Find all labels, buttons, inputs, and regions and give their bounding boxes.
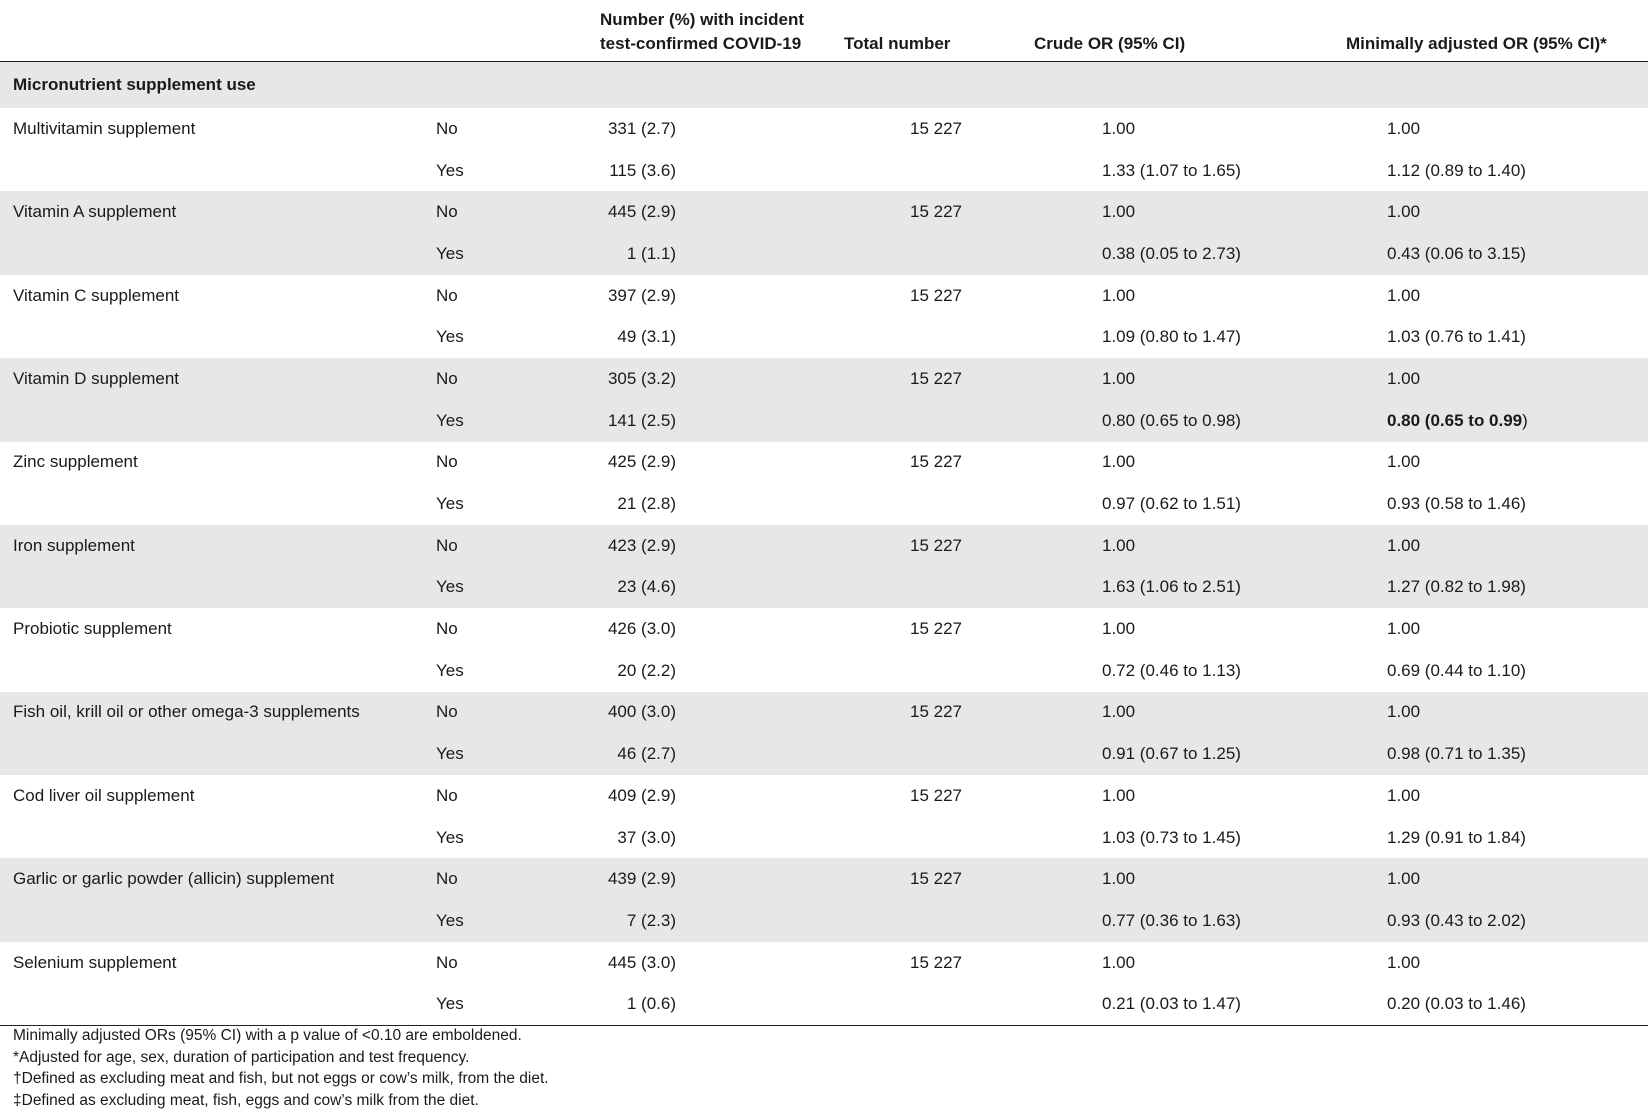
row-label: Probiotic supplement	[13, 619, 172, 639]
section-row	[0, 62, 1648, 109]
header-number-line2: test-confirmed COVID-19	[600, 34, 802, 53]
row-yes-label: Yes	[423, 233, 591, 275]
row-yes-label: Yes	[423, 400, 591, 442]
row-total: 15 227	[910, 619, 962, 639]
row-yes-number: 37 (3.0)	[617, 827, 676, 847]
header-number-line1: Number (%) with incident	[600, 10, 804, 29]
row-yes-crude-or: 0.80 (0.65 to 0.98)	[982, 400, 1309, 442]
row-label: Multivitamin supplement	[13, 118, 196, 138]
row-label-empty	[0, 983, 423, 1025]
row-total: 15 227	[822, 858, 982, 900]
row-no-crude-or: 1.00	[982, 692, 1309, 734]
row-no-crude-or: 1.00	[1102, 619, 1136, 639]
table-row	[0, 316, 1648, 358]
table-header	[0, 0, 1648, 62]
row-yes-label: Yes	[436, 327, 464, 347]
header-adjusted-or: Minimally adjusted OR (95% CI)*	[1309, 0, 1648, 62]
row-yes-crude-or: 0.38 (0.05 to 2.73)	[982, 233, 1309, 275]
row-label-empty	[0, 650, 423, 692]
row-label-empty	[0, 150, 423, 192]
row-no-adjusted-or: 1.00	[1387, 785, 1421, 805]
row-total-empty	[822, 983, 982, 1025]
header-crude-or: Crude OR (95% CI)	[982, 0, 1309, 62]
row-total-empty	[822, 150, 982, 192]
table-row	[0, 233, 1648, 275]
footnotes	[13, 1025, 549, 1111]
row-total-empty	[822, 733, 982, 775]
table-row	[0, 858, 1648, 900]
row-no-adjusted-or: 1.00	[1309, 692, 1648, 734]
header-label-cell	[0, 0, 423, 62]
row-label: Vitamin C supplement	[13, 285, 179, 305]
row-no-number: 423 (2.9)	[591, 525, 822, 567]
table-row	[0, 525, 1648, 567]
row-label-empty	[0, 233, 423, 275]
row-no-number: 425 (2.9)	[607, 452, 676, 472]
row-label: Garlic or garlic powder (allicin) supplement	[0, 858, 423, 900]
row-label: Vitamin D supplement	[0, 358, 423, 400]
row-total: 15 227	[910, 118, 962, 138]
row-total: 15 227	[822, 692, 982, 734]
row-yes-adjusted-or: 0.93 (0.58 to 1.46)	[1387, 494, 1526, 514]
row-label: Vitamin A supplement	[0, 191, 423, 233]
row-total: 15 227	[822, 525, 982, 567]
row-yes-adjusted-or: 0.69 (0.44 to 1.10)	[1387, 660, 1526, 680]
header-yn-cell	[423, 0, 591, 62]
row-label: Fish oil, krill oil or other omega-3 supplements	[0, 692, 423, 734]
table-row	[0, 400, 1648, 442]
row-no-label: No	[423, 858, 591, 900]
footnote: *Adjusted for age, sex, duration of participation and test frequency.	[13, 1048, 470, 1066]
row-label-empty	[0, 483, 423, 525]
row-no-crude-or: 1.00	[1102, 452, 1136, 472]
table-row	[0, 567, 1648, 609]
row-yes-number: 1 (0.6)	[591, 983, 822, 1025]
row-yes-label: Yes	[423, 567, 591, 609]
table-row	[0, 483, 1648, 525]
row-no-adjusted-or: 1.00	[1387, 285, 1421, 305]
row-total: 15 227	[910, 452, 962, 472]
table-row	[0, 191, 1648, 233]
row-yes-label: Yes	[436, 827, 464, 847]
footnote: Minimally adjusted ORs (95% CI) with a p value of <0.10 are emboldened.	[13, 1027, 522, 1044]
row-yes-label: Yes	[436, 160, 464, 180]
row-yes-crude-or: 1.09 (0.80 to 1.47)	[1102, 327, 1241, 347]
row-no-number: 409 (2.9)	[607, 785, 676, 805]
row-total-empty	[822, 316, 982, 358]
row-no-adjusted-or: 1.00	[1387, 452, 1421, 472]
footnote: ‡Defined as excluding meat, fish, eggs and cow’s milk from the diet.	[13, 1091, 479, 1109]
row-total-empty	[822, 400, 982, 442]
row-yes-number: 141 (2.5)	[591, 400, 822, 442]
table-row	[0, 692, 1648, 734]
row-no-label: No	[436, 118, 458, 138]
row-yes-adjusted-or: 1.29 (0.91 to 1.84)	[1387, 827, 1526, 847]
footnote: †Defined as excluding meat and fish, but not eggs or cow’s milk, from the diet.	[13, 1070, 549, 1087]
row-label: Selenium supplement	[13, 952, 177, 972]
row-yes-number: 115 (3.6)	[609, 160, 676, 180]
row-no-number: 426 (3.0)	[607, 619, 676, 639]
row-no-number: 305 (3.2)	[591, 358, 822, 400]
row-no-label: No	[423, 692, 591, 734]
row-no-label: No	[436, 452, 458, 472]
row-yes-number: 20 (2.2)	[617, 660, 676, 680]
row-yes-label: Yes	[423, 733, 591, 775]
row-no-adjusted-or: 1.00	[1309, 525, 1648, 567]
header-total: Total number	[822, 0, 982, 62]
row-label-empty	[0, 900, 423, 942]
row-no-label: No	[423, 358, 591, 400]
header-number	[591, 0, 822, 62]
table-row	[0, 775, 1648, 817]
table-row	[0, 650, 1648, 692]
row-label-empty	[0, 733, 423, 775]
row-yes-crude-or: 0.91 (0.67 to 1.25)	[982, 733, 1309, 775]
row-yes-number: 21 (2.8)	[617, 494, 676, 514]
row-yes-adjusted-or: 0.20 (0.03 to 1.46)	[1309, 983, 1648, 1025]
table-row	[0, 442, 1648, 484]
row-yes-number: 7 (2.3)	[591, 900, 822, 942]
table-row	[0, 733, 1648, 775]
table-row	[0, 942, 1648, 984]
table-row	[0, 150, 1648, 192]
row-label-empty	[0, 567, 423, 609]
row-no-adjusted-or: 1.00	[1309, 858, 1648, 900]
row-total: 15 227	[910, 285, 962, 305]
row-total: 15 227	[822, 191, 982, 233]
row-no-number: 445 (3.0)	[607, 952, 676, 972]
row-yes-crude-or: 1.33 (1.07 to 1.65)	[1102, 160, 1241, 180]
table-row	[0, 358, 1648, 400]
row-label-empty	[0, 400, 423, 442]
row-yes-crude-or: 0.72 (0.46 to 1.13)	[1102, 660, 1241, 680]
row-no-adjusted-or: 1.00	[1387, 619, 1421, 639]
row-no-label: No	[423, 525, 591, 567]
row-no-crude-or: 1.00	[982, 525, 1309, 567]
row-no-number: 331 (2.7)	[607, 118, 676, 138]
row-no-label: No	[436, 952, 458, 972]
row-no-number: 400 (3.0)	[591, 692, 822, 734]
row-no-adjusted-or: 1.00	[1309, 191, 1648, 233]
row-no-adjusted-or: 1.00	[1387, 952, 1421, 972]
row-yes-label: Yes	[436, 660, 464, 680]
row-no-crude-or: 1.00	[1102, 952, 1136, 972]
row-yes-crude-or: 0.21 (0.03 to 1.47)	[982, 983, 1309, 1025]
row-yes-label: Yes	[423, 983, 591, 1025]
row-no-crude-or: 1.00	[1102, 785, 1136, 805]
row-total-empty	[822, 650, 982, 692]
row-total-empty	[822, 483, 982, 525]
row-no-label: No	[436, 785, 458, 805]
row-total-empty	[822, 900, 982, 942]
row-yes-number: 49 (3.1)	[617, 327, 676, 347]
row-no-crude-or: 1.00	[982, 858, 1309, 900]
table-row	[0, 983, 1648, 1025]
row-yes-adjusted-or: 0.98 (0.71 to 1.35)	[1309, 733, 1648, 775]
row-total: 15 227	[910, 785, 962, 805]
row-yes-crude-or: 0.97 (0.62 to 1.51)	[1102, 494, 1241, 514]
row-no-number: 439 (2.9)	[591, 858, 822, 900]
row-no-label: No	[436, 619, 458, 639]
row-yes-adjusted-or: 0.80 (0.65 to 0.99)	[1309, 400, 1648, 442]
row-no-label: No	[436, 285, 458, 305]
row-yes-adjusted-or: 1.03 (0.76 to 1.41)	[1387, 327, 1526, 347]
table-body	[0, 62, 1648, 1026]
row-label-empty	[0, 817, 423, 859]
row-label: Cod liver oil supplement	[13, 785, 195, 805]
row-no-crude-or: 1.00	[1102, 285, 1136, 305]
table-row	[0, 900, 1648, 942]
row-yes-number: 46 (2.7)	[591, 733, 822, 775]
row-label: Iron supplement	[0, 525, 423, 567]
row-total-empty	[822, 817, 982, 859]
row-no-crude-or: 1.00	[982, 358, 1309, 400]
row-no-adjusted-or: 1.00	[1309, 358, 1648, 400]
row-yes-label: Yes	[436, 494, 464, 514]
row-no-adjusted-or: 1.00	[1387, 118, 1421, 138]
table-row	[0, 275, 1648, 317]
row-no-label: No	[423, 191, 591, 233]
row-label-empty	[0, 316, 423, 358]
row-yes-label: Yes	[423, 900, 591, 942]
row-total: 15 227	[910, 952, 962, 972]
section-title: Micronutrient supplement use	[0, 62, 1648, 109]
table-row	[0, 608, 1648, 650]
row-no-crude-or: 1.00	[982, 191, 1309, 233]
row-no-number: 445 (2.9)	[591, 191, 822, 233]
table-row	[0, 108, 1648, 150]
row-yes-number: 1 (1.1)	[591, 233, 822, 275]
row-yes-crude-or: 1.03 (0.73 to 1.45)	[1102, 827, 1241, 847]
row-total-empty	[822, 567, 982, 609]
table-row	[0, 817, 1648, 859]
emboldened-value: 0.80 (0.65 to 0.99	[1387, 410, 1523, 430]
row-total: 15 227	[822, 358, 982, 400]
row-total-empty	[822, 233, 982, 275]
row-no-crude-or: 1.00	[1102, 118, 1136, 138]
row-yes-crude-or: 0.77 (0.36 to 1.63)	[982, 900, 1309, 942]
row-yes-number: 23 (4.6)	[591, 567, 822, 609]
row-no-number: 397 (2.9)	[607, 285, 676, 305]
row-yes-adjusted-or: 1.27 (0.82 to 1.98)	[1309, 567, 1648, 609]
row-label: Zinc supplement	[13, 452, 138, 472]
row-yes-adjusted-or: 1.12 (0.89 to 1.40)	[1387, 160, 1526, 180]
row-yes-adjusted-or: 0.93 (0.43 to 2.02)	[1309, 900, 1648, 942]
row-yes-adjusted-or: 0.43 (0.06 to 3.15)	[1309, 233, 1648, 275]
row-yes-crude-or: 1.63 (1.06 to 2.51)	[982, 567, 1309, 609]
